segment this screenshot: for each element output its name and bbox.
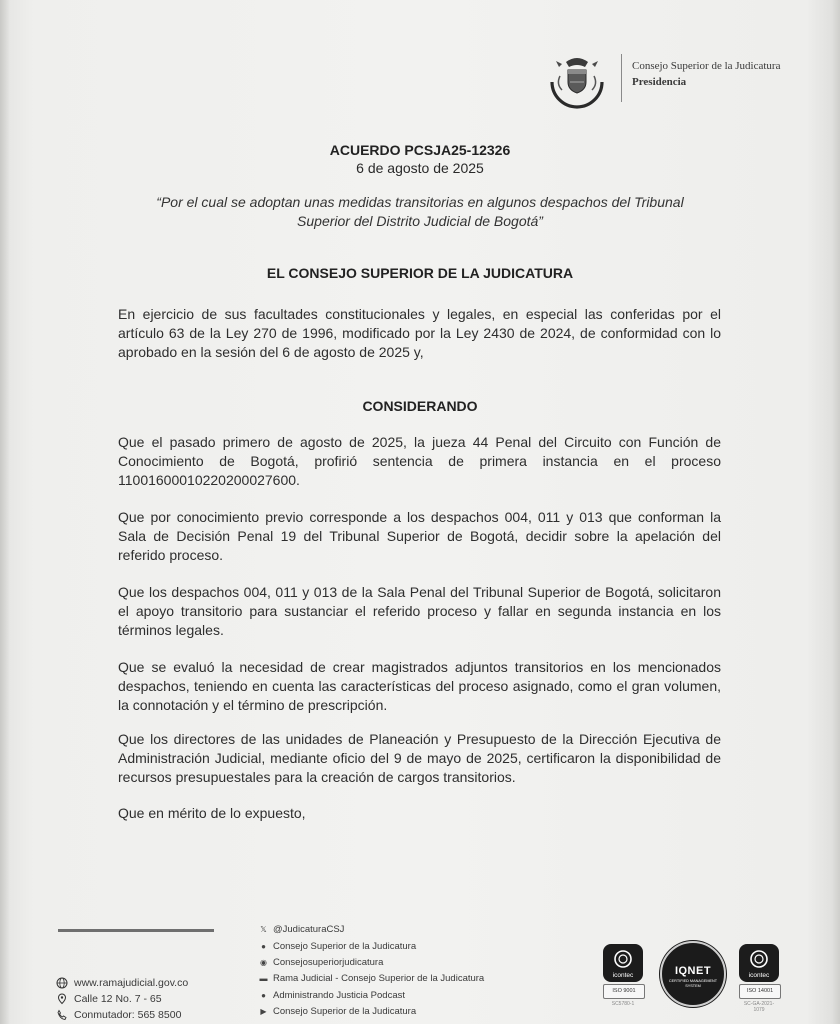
social-x[interactable] [259,924,344,935]
social-label: @JudicaturaCSJ [273,924,345,935]
icontec-iso14001-badge [739,944,781,1013]
iqnet-label: IQNET [674,965,712,977]
facebook-icon: ● [261,942,266,951]
icontec-iso9001-badge [603,944,645,1007]
podcast-icon: ● [261,991,266,1000]
social-facebook[interactable] [259,941,416,952]
social-label: Consejo Superior de la Judicatura [273,1006,417,1017]
location-pin-icon [56,993,68,1005]
icontec-label: icontec [612,972,634,979]
header-org-sub: Presidencia [632,76,687,88]
intro-paragraph: En ejercicio de sus facultades constitucionales y legales, en especial las conferidas por el artículo 63 de la Ley 270 de 1996, modificado por la Ley 2430 de 2024, de conformidad con lo aprobado en la sesión del 6 de agosto de 2025 y, [118,306,721,360]
icontec-label: icontec [748,972,770,979]
footer-website[interactable] [56,977,188,989]
instagram-icon: ◉ [260,958,267,967]
cert-code: SC5780-1 [611,1001,635,1007]
cert-code: SC-GA-2021-1079 [743,1001,775,1013]
address-text: Calle 12 No. 7 - 65 [74,993,162,1005]
footer-rule [58,929,214,932]
iqnet-badge [660,941,726,1007]
header-org-name: Consejo Superior de la Judicatura [632,60,781,72]
tv-icon: ▬ [259,974,268,983]
document-title: ACUERDO PCSJA25-12326 [329,142,511,158]
subject-line-1: “Por el cual se adoptan unas medidas transitorias en algunos despachos del Tribunal [156,194,684,210]
website-text: www.ramajudicial.gov.co [74,977,189,989]
icontec-mark-icon [603,946,643,972]
social-instagram[interactable] [259,957,383,968]
considerando-paragraph-4: Que se evaluó la necesidad de crear magistrados adjuntos transitorios en los mencionados despachos, teniendo en cuenta las características del proceso asignado, como el gran volumen, la connotación y el término de prescripción. [118,659,721,713]
social-label: Rama Judicial - Consejo Superior de la Judicatura [273,973,485,984]
icontec-logo [603,944,643,982]
globe-icon [56,977,68,989]
footer-address [56,993,162,1005]
document-date: 6 de agosto de 2025 [356,160,484,176]
considerando-paragraph-1: Que el pasado primero de agosto de 2025, la jueza 44 Penal del Circuito con Función de Conocimiento de Bogotá, profirió sentencia de primera instancia en el proceso 11001600010220200027600. [118,434,721,488]
social-label: Administrando Justicia Podcast [273,990,406,1001]
social-label: Consejosuperiorjudicatura [273,957,384,968]
document-subject [0,193,840,231]
iso-9001-label: ISO 9001 [603,984,645,999]
header-separator [621,54,622,102]
icontec-logo [739,944,779,982]
footer-phone [56,1009,181,1021]
social-podcast[interactable] [259,990,405,1001]
colombia-coat-of-arms-icon [546,52,608,110]
considerando-paragraph-5: Que los directores de las unidades de Planeación y Presupuesto de la Dirección Ejecutiva de Administración Judicial, mediante oficio del 9 de mayo de 2025, certificaron la disponibilidad de recursos presupuestales para la creación de cargos transitorios. [118,731,721,785]
iso-14001-label: ISO 14001 [739,984,781,999]
heading-council: EL CONSEJO SUPERIOR DE LA JUDICATURA [266,265,574,281]
considerando-paragraph-2: Que por conocimiento previo corresponde a los despachos 004, 011 y 013 que conforman la Sala de Decisión Penal 19 del Tribunal Superior de Bogotá, decidir sobre la apelación del referido proceso. [118,509,721,563]
x-icon: 𝕏 [260,925,267,934]
youtube-icon: ▶ [260,1007,267,1016]
social-youtube[interactable] [259,1006,416,1017]
phone-text: Conmutador: 565 8500 [74,1009,182,1021]
subject-line-2: Superior del Distrito Judicial de Bogotá” [297,213,543,229]
heading-considerando: CONSIDERANDO [362,398,478,414]
iqnet-sub: CERTIFIED MANAGEMENT SYSTEM [668,979,718,988]
social-label: Consejo Superior de la Judicatura [273,941,417,952]
considerando-paragraph-3: Que los despachos 004, 011 y 013 de la Sala Penal del Tribunal Superior de Bogotá, solicitaron el apoyo transitorio para sustanciar el referido proceso y fallar en segunda instancia en los términos legales. [118,584,721,638]
social-tv[interactable] [259,973,484,984]
phone-icon [56,1009,68,1021]
considerando-paragraph-6: Que en mérito de lo expuesto, [118,805,306,821]
icontec-mark-icon [739,946,779,972]
